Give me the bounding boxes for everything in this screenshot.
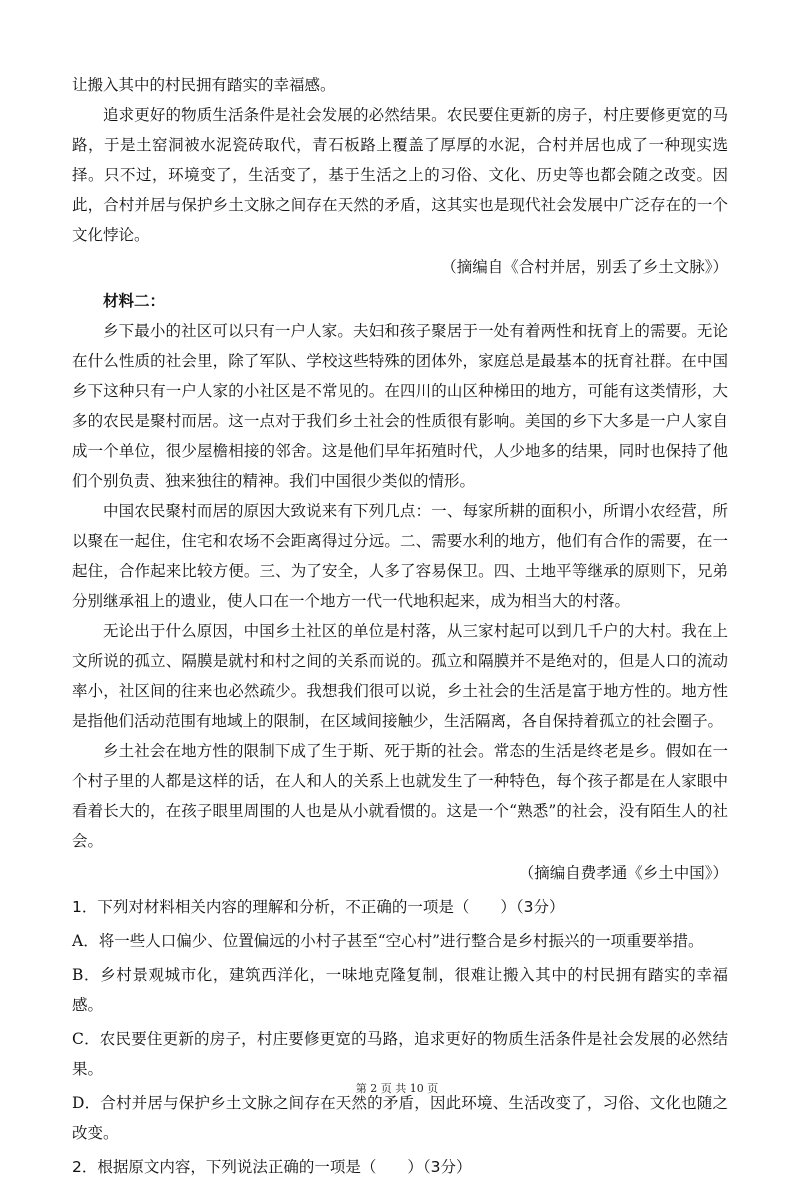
page-number: 第 2 页 共 10 页 xyxy=(355,1082,439,1095)
material2-paragraph-2: 中国农民聚村而居的原因大致说来有下列几点：一、每家所耕的面积小，所谓小农经营，所以聚在一起住，住宅和农场不会距离得过分远。二、需要水利的地方，他们有合作的需要，在一起住，合作起来比较方便。三、为了安全，人多了容易保卫。四、土地平等继承的原则下，兄弟分别继承祖上的遗业，使人口在一个地方一代一代地积起来，成为相当大的村落。 xyxy=(72,502,728,610)
material2-paragraph-3: 无论出于什么原因，中国乡土社区的单位是村落，从三家村起可以到几千户的大村。我在上文所说的孤立、隔膜是就村和村之间的关系而说的。孤立和隔膜并不是绝对的，但是人口的流动率小，社区间的往来也必然疏少。我想我们很可以说，乡土社会的生活是富于地方性的。地方性是指他们活动范围有地域上的限制，在区域间接触少，生活隔离，各自保持着孤立的社会圈子。 xyxy=(72,622,728,730)
page-content xyxy=(72,70,728,1182)
material2-paragraph-4: 乡土社会在地方性的限制下成了生于斯、死于斯的社会。常态的生活是终老是乡。假如在一个村子里的人都是这样的话，在人和人的关系上也就发生了一种特色，每个孩子都是在人家眼中看着长大的，在孩子眼里周围的人也是从小就看惯的。这是一个“熟悉”的社会，没有陌生人的社会。 xyxy=(72,742,728,850)
material1-paragraph: 追求更好的物质生活条件是社会发展的必然结果。农民要住更新的房子，村庄要修更宽的马路，于是土窑洞被水泥瓷砖取代，青石板路上覆盖了厚厚的水泥，合村并居也成了一种现实选择。只不过，环境变了，生活变了，基于生活之上的习俗、文化、历史等也都会随之改变。因此，合村并居与保护乡土文脉之间存在天然的矛盾，这其实也是现代社会发展中广泛存在的一个文化悖论。 xyxy=(72,106,728,244)
material2-source: （摘编自费孝通《乡土中国》） xyxy=(518,864,728,882)
material1-source: （摘编自《合村并居，别丢了乡土文脉》） xyxy=(441,258,728,276)
material2-paragraph-1: 乡下最小的社区可以只有一户人家。夫妇和孩子聚居于一处有着两性和抚育上的需要。无论在什么性质的社会里，除了军队、学校这些特殊的团体外，家庭总是最基本的抚育社群。在中国乡下这种只有一户人家的小社区是不常见的。在四川的山区种梯田的地方，可能有这类情形，大多的农民是聚村而居。这一点对于我们乡土社会的性质很有影响。美国的乡下大多是一户人家自成一个单位，很少屋檐相接的邻舍。这是他们早年拓殖时代，人少地多的结果，同时也保持了他们个别负责、独来独往的精神。我们中国很少类似的情形。 xyxy=(72,322,728,490)
question-1-option-d: D．合村并居与保护乡土文脉之间存在天然的矛盾，因此环境、生活改变了，习俗、文化也随之改变。 xyxy=(72,1094,728,1142)
material2-heading: 材料二： xyxy=(103,291,166,310)
question-1-option-c: C．农民要住更新的房子，村庄要修更宽的马路，追求更好的物质生活条件是社会发展的必然结果。 xyxy=(72,1030,728,1078)
material1-tail-line: 让搬入其中的村民拥有踏实的幸福感。 xyxy=(72,76,336,94)
question-2-stem: 2．根据原文内容，下列说法正确的一项是（ ）（3分） xyxy=(72,1158,472,1176)
question-1-option-a: A．将一些人口偏少、位置偏远的小村子甚至“空心村”进行整合是乡村振兴的一项重要举措。 xyxy=(72,932,704,950)
question-1-stem: 1．下列对材料相关内容的理解和分析，不正确的一项是（ ）（3分） xyxy=(72,898,565,916)
question-1-option-b: B．乡村景观城市化，建筑西洋化，一味地克隆复制，很难让搬入其中的村民拥有踏实的幸福感。 xyxy=(72,966,728,1014)
